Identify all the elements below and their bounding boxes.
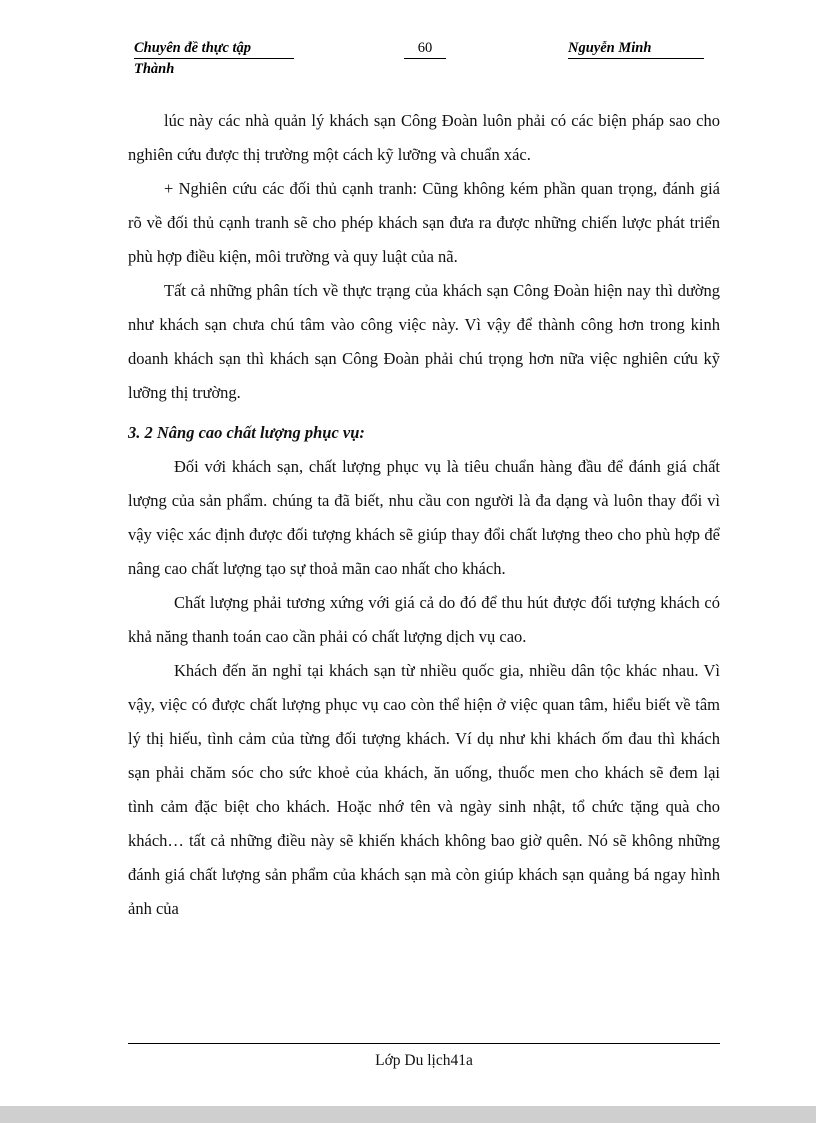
header-author-line1: Nguyễn Minh (568, 40, 704, 59)
paragraph-4: Đối với khách sạn, chất lượng phục vụ là tiêu chuẩn hàng đầu để đánh giá chất lượng của sản phẩm. chúng ta đã biết, nhu cầu con người là đa dạng và luôn thay đổi vì vậy việc xác định được đối tượng khách sẽ giúp thay đổi chất lượng theo cho phù hợp để nâng cao chất lượng tạo sự thoả mãn cao nhất cho khách. (128, 457, 720, 578)
page-content (128, 36, 720, 926)
page-footer (128, 1043, 720, 1070)
paragraph-3: Tất cả những phân tích về thực trạng của khách sạn Công Đoàn hiện nay thì dường như khách sạn chưa chú tâm vào công việc này. Vì vậy để thành công hơn trong kinh doanh khách sạn thì khách sạn Công Đoàn phải chú trọng hơn nữa việc nghiên cứu kỹ lưỡng thị trường. (128, 281, 720, 402)
footer-label: Lớp Du lịch41a (375, 1052, 473, 1069)
paragraph-6: Khách đến ăn nghỉ tại khách sạn từ nhiều quốc gia, nhiều dân tộc khác nhau. Vì vậy, việc có được chất lượng phục vụ cao còn thể hiện ở việc quan tâm, hiểu biết về tâm lý thị hiếu, tình cảm của từng đối tượng khách. Ví dụ như khi khách ốm đau thì khách sạn phải chăm sóc cho sức khoẻ của khách, ăn uống, thuốc men cho khách sẽ đem lại tình cảm đặc biệt cho khách. Hoặc nhớ tên và ngày sinh nhật, tổ chức tặng quà cho khách… tất cả những điều này sẽ khiến khách không bao giờ quên. Nó sẽ không những đánh giá chất lượng sản phẩm của khách sạn mà còn giúp khách sạn quảng bá ngay hình ảnh của (128, 661, 720, 918)
paragraph-5: Chất lượng phải tương xứng với giá cả do đó để thu hút được đối tượng khách có khả năng thanh toán cao cần phải có chất lượng dịch vụ cao. (128, 593, 720, 646)
page-bottom-edge (0, 1106, 816, 1123)
paragraph-2: + Nghiên cứu các đối thủ cạnh tranh: Cũng không kém phần quan trọng, đánh giá rõ về đối thủ cạnh tranh sẽ cho phép khách sạn đưa ra được những chiến lược phát triển phù hợp điều kiện, môi trường và quy luật của nã. (128, 179, 720, 266)
header-author-line2: Thành (134, 61, 175, 77)
page-header (128, 36, 720, 82)
header-left-title: Chuyên đề thực tập (134, 40, 294, 59)
footer-divider (128, 1043, 720, 1044)
document-body (128, 104, 720, 926)
header-page-number: 60 (404, 40, 446, 59)
section-subheading: 3. 2 Nâng cao chất lượng phục vụ: (128, 423, 365, 442)
paragraph-1: lúc này các nhà quản lý khách sạn Công Đoàn luôn phải có các biện pháp sao cho nghiên cứu được thị trường một cách kỹ lưỡng và chuẩn xác. (128, 111, 720, 164)
